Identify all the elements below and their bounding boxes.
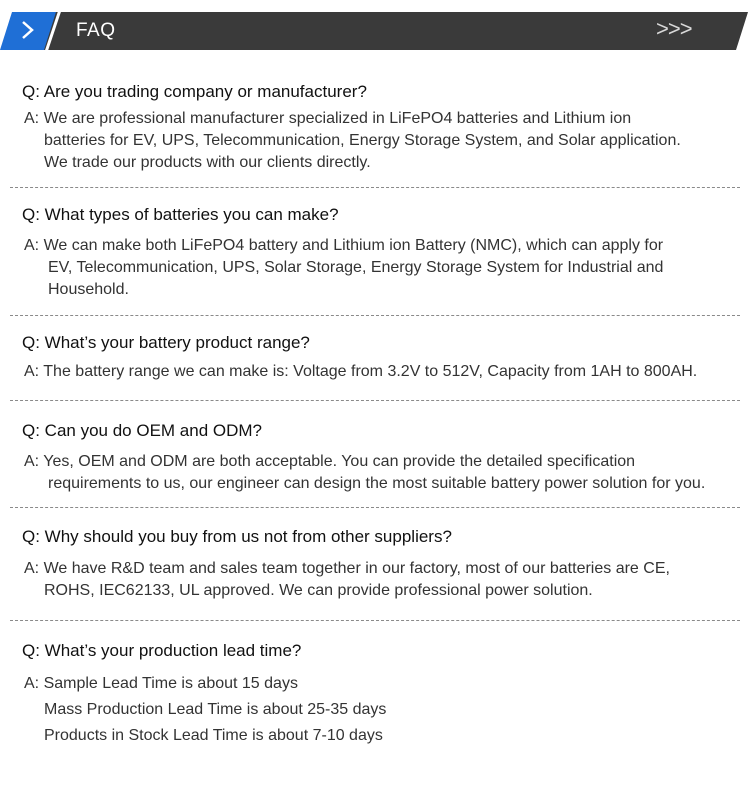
faq-answer-line: Household. [48, 281, 129, 298]
banner-title: FAQ [76, 20, 116, 41]
faq-question: Q: Are you trading company or manufacturer? [22, 82, 367, 101]
faq-divider [10, 187, 740, 188]
faq-answer-line: A: The battery range we can make is: Voltage from 3.2V to 512V, Capacity from 1AH to 800AH. [24, 363, 698, 380]
faq-divider [10, 400, 740, 401]
faq-answer-line: requirements to us, our engineer can design the most suitable battery power solution for you. [48, 475, 706, 492]
faq-question: Q: Why should you buy from us not from other suppliers? [22, 527, 452, 546]
faq-divider [10, 620, 740, 621]
faq-answer-line: We trade our products with our clients directly. [44, 154, 371, 171]
faq-answer-line: A: We can make both LiFePO4 battery and Lithium ion Battery (NMC), which can apply for [24, 237, 664, 254]
faq-answer-line: A: Yes, OEM and ODM are both acceptable. You can provide the detailed specification [24, 453, 636, 470]
banner-chevrons: >>> [656, 16, 692, 41]
faq-question: Q: What types of batteries you can make? [22, 205, 339, 224]
faq-question: Q: Can you do OEM and ODM? [22, 421, 262, 440]
faq-answer-line: EV, Telecommunication, UPS, Solar Storage, Energy Storage System for Industrial and [48, 259, 664, 276]
faq-answer-line: Mass Production Lead Time is about 25-35 days [44, 701, 387, 718]
faq-answer-line: Products in Stock Lead Time is about 7-10 days [44, 727, 383, 744]
faq-question: Q: What’s your production lead time? [22, 641, 302, 660]
faq-banner [0, 12, 750, 50]
faq-answer-line: ROHS, IEC62133, UL approved. We can provide professional power solution. [44, 582, 593, 599]
faq-divider [10, 507, 740, 508]
faq-question: Q: What’s your battery product range? [22, 333, 310, 352]
faq-answer-line: A: We have R&D team and sales team together in our factory, most of our batteries are CE, [24, 560, 670, 577]
faq-answer-line: batteries for EV, UPS, Telecommunication, Energy Storage System, and Solar application. [44, 132, 681, 149]
faq-divider [10, 315, 740, 316]
faq-answer-line: A: Sample Lead Time is about 15 days [24, 675, 298, 692]
faq-answer-line: A: We are professional manufacturer specialized in LiFePO4 batteries and Lithium ion [24, 110, 632, 127]
